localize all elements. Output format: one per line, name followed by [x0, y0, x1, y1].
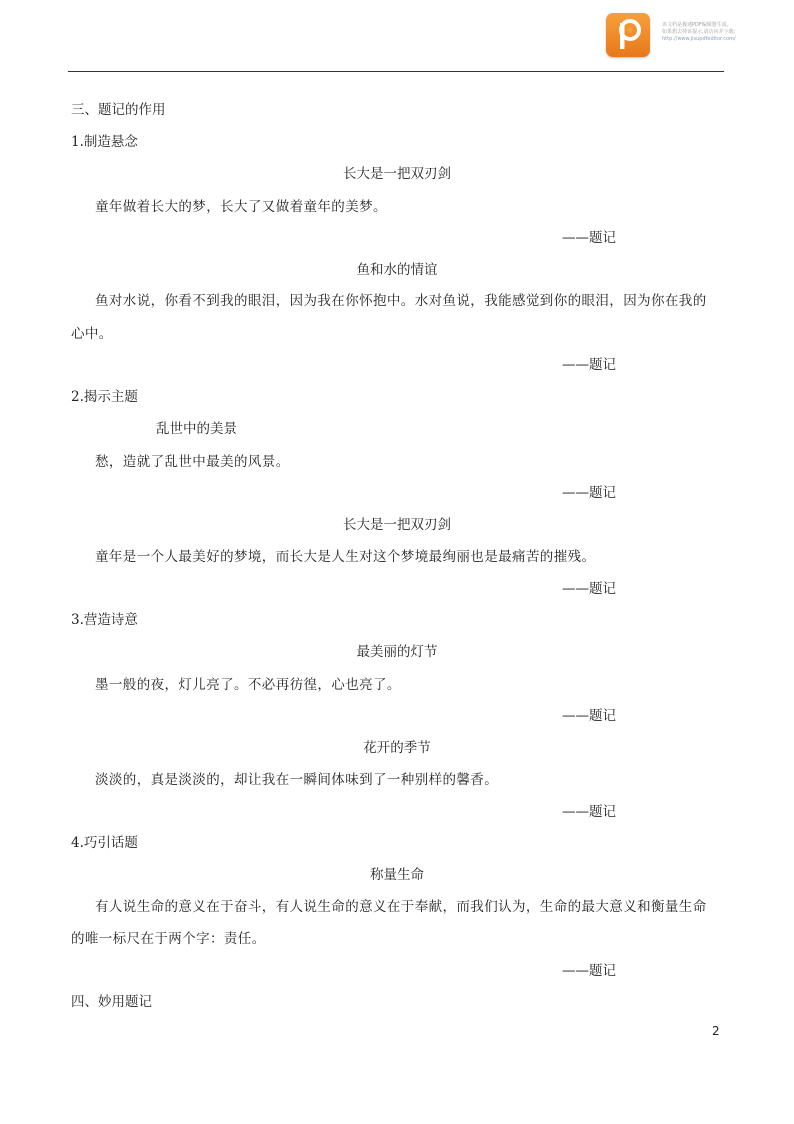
- section-heading-4: 四、妙用题记: [71, 994, 152, 1010]
- example-signature-5: ——题记: [562, 708, 616, 724]
- example-title-2: 鱼和水的情谊: [356, 262, 438, 278]
- example-text-7-line-1: 有人说生命的意义在于奋斗，有人说生命的意义在于奉献，而我们认为，生命的最大意义和衡量生命: [95, 899, 707, 915]
- example-signature-1: ——题记: [562, 230, 616, 246]
- example-title-6: 花开的季节: [363, 740, 431, 756]
- example-signature-3: ——题记: [562, 485, 616, 501]
- editor-watermark-note: [662, 22, 782, 43]
- example-title-4: 长大是一把双刃剑: [343, 517, 451, 533]
- example-signature-4: ——题记: [562, 581, 616, 597]
- example-signature-6: ——题记: [562, 804, 616, 820]
- example-title-7: 称量生命: [370, 867, 424, 883]
- example-text-6: 淡淡的，真是淡淡的，却让我在一瞬间体味到了一种别样的馨香。: [95, 772, 499, 788]
- example-title-3: 乱世中的美景: [156, 421, 237, 437]
- example-text-2-line-1: 鱼对水说，你看不到我的眼泪，因为我在你怀抱中。水对鱼说，我能感觉到你的眼泪，因为你在我的: [95, 293, 707, 309]
- example-title-1: 长大是一把双刃剑: [343, 166, 451, 182]
- example-text-7-line-2: 的唯一标尺在于两个字：责任。: [71, 931, 266, 947]
- section-heading-3: 三、题记的作用: [71, 102, 166, 118]
- subheading-3: 3.营造诗意: [71, 612, 138, 628]
- subheading-4: 4.巧引话题: [71, 835, 138, 851]
- example-text-2-line-2: 心中。: [71, 326, 113, 342]
- example-title-5: 最美丽的灯节: [356, 644, 438, 660]
- watermark-url[interactable]: http://www.jisupdfeditor.com/: [662, 36, 736, 42]
- example-text-1: 童年做着长大的梦，长大了又做着童年的美梦。: [95, 199, 387, 215]
- example-signature-2: ——题记: [562, 357, 616, 373]
- example-text-5: 墨一般的夜，灯儿亮了。不必再彷徨，心也亮了。: [95, 677, 401, 693]
- header-divider: [68, 71, 724, 72]
- subheading-1: 1.制造悬念: [71, 134, 138, 150]
- example-signature-7: ——题记: [562, 963, 616, 979]
- subheading-2: 2.揭示主题: [71, 389, 138, 405]
- pdf-editor-logo-icon: [606, 13, 650, 57]
- watermark-line-2: 如果想去掉该提示,请访问并下载:: [662, 29, 736, 35]
- page-number: 2: [712, 1024, 720, 1038]
- watermark-line-1: 该文档是极速PDF编辑器生成,: [662, 22, 729, 28]
- example-text-4: 童年是一个人最美好的梦境，而长大是人生对这个梦境最绚丽也是最痛苦的摧残。: [95, 549, 596, 565]
- example-text-3: 愁，造就了乱世中最美的风景。: [95, 454, 290, 470]
